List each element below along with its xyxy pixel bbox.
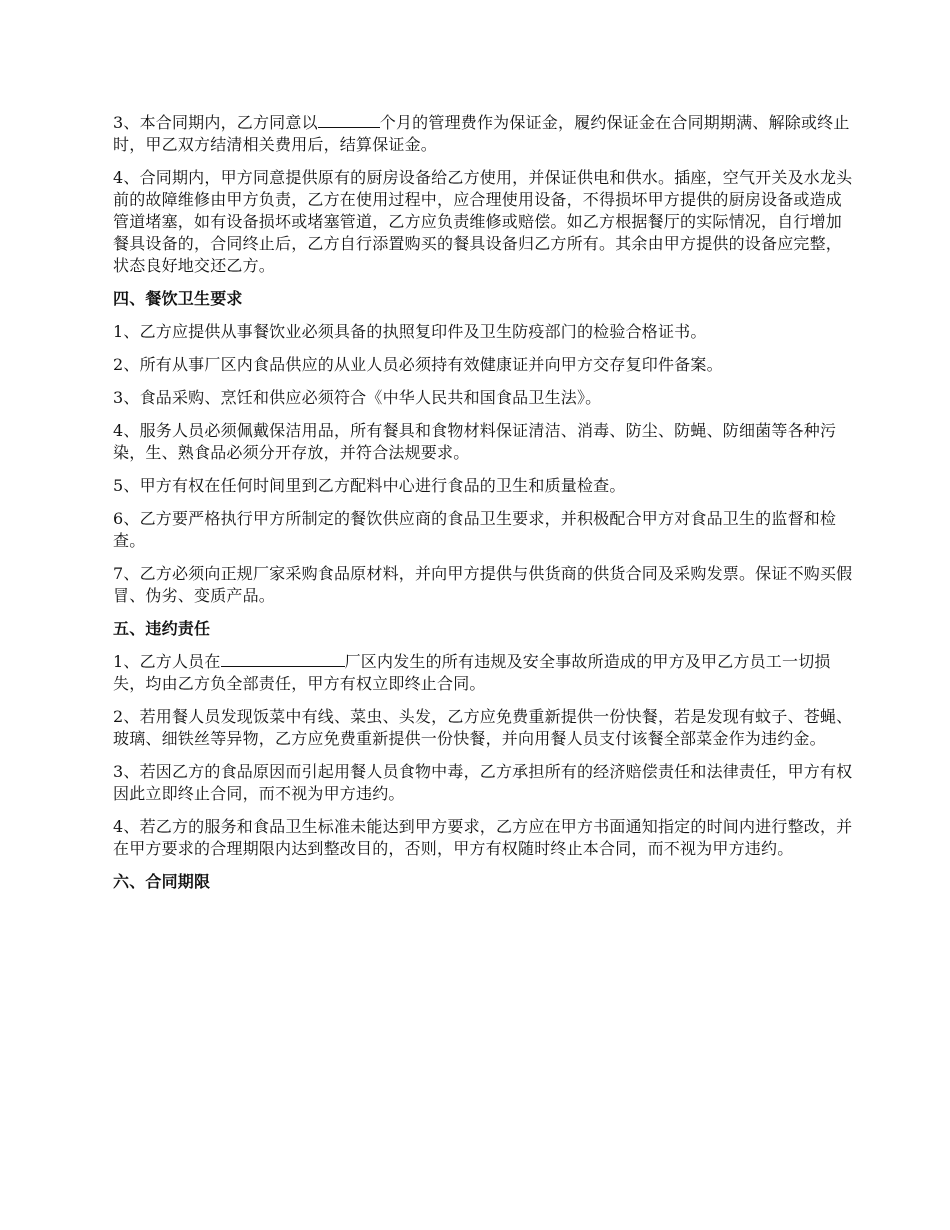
clause-3-4: 4、合同期内，甲方同意提供原有的厨房设备给乙方使用，并保证供电和供水。插座，空气开关及水龙头前的故障维修由甲方负责，乙方在使用过程中，应合理使用设备，不得损坏甲方提供的厨房设备或造成管道堵塞，如有设备损坏或堵塞管道，乙方应负责维修或赔偿。如乙方根据餐厅的实际情况，自行增加餐具设备的，合同终止后，乙方自行添置购买的餐具设备归乙方所有。其余由甲方提供的设备应完整，状态良好地交还乙方。 [113,168,853,275]
section-heading-5: 五、违约责任 [113,619,211,638]
clause-4-7: 7、乙方必须向正规厂家采购食品原材料，并向甲方提供与供货商的供货合同及采购发票。保证不购买假冒、伪劣、变质产品。 [113,564,853,605]
clause-4-6: 6、乙方要严格执行甲方所制定的餐饮供应商的食品卫生要求，并积极配合甲方对食品卫生的监督和检查。 [113,509,837,550]
clause-text: 1、乙方人员在 [113,652,221,671]
fill-blank-months [318,112,380,128]
clause-4-1: 1、乙方应提供从事餐饮业必须具备的执照复印件及卫生防疫部门的检验合格证书。 [113,322,707,341]
clause-4-3: 3、食品采购、烹饪和供应必须符合《中华人民共和国食品卫生法》。 [113,388,602,407]
fill-blank-location [221,651,345,667]
clause-5-4: 4、若乙方的服务和食品卫生标准未能达到甲方要求，乙方应在甲方书面通知指定的时间内进行整改，并在甲方要求的合理期限内达到整改目的，否则，甲方有权随时终止本合同，而不视为甲方违约。 [113,817,853,858]
document-page [113,112,855,904]
clause-text: 3、本合同期内，乙方同意以 [113,113,318,132]
clause-5-3: 3、若因乙方的食品原因而引起用餐人员食物中毒，乙方承担所有的经济赔偿责任和法律责任，甲方有权因此立即终止合同，而不视为甲方违约。 [113,762,853,803]
clause-text: 个月的管理费作为保证金，履约保证金在合同期期满、解除或终止时，甲乙双方结清相关费用后，结算保证金。 [113,113,850,154]
clause-5-2: 2、若用餐人员发现饭菜中有线、菜虫、头发，乙方应免费重新提供一份快餐，若是发现有蚊子、苍蝇、玻璃、细铁丝等异物，乙方应免费重新提供一份快餐，并向用餐人员支付该餐全部菜金作为违约金。 [113,707,853,748]
clause-4-2: 2、所有从事厂区内食品供应的从业人员必须持有效健康证并向甲方交存复印件备案。 [113,355,723,374]
section-heading-6: 六、合同期限 [113,872,211,891]
clause-3-3 [113,112,855,156]
clause-4-5: 5、甲方有权在任何时间里到乙方配料中心进行食品的卫生和质量检查。 [113,476,626,495]
clause-5-1 [113,651,855,695]
section-heading-4: 四、餐饮卫生要求 [113,289,243,308]
clause-4-4: 4、服务人员必须佩戴保洁用品，所有餐具和食物材料保证清洁、消毒、防尘、防蝇、防细菌等各种污染，生、熟食品必须分开存放，并符合法规要求。 [113,421,837,462]
clause-text: 厂区内发生的所有违规及安全事故所造成的甲方及甲乙方员工一切损失，均由乙方负全部责任，甲方有权立即终止合同。 [113,652,831,693]
